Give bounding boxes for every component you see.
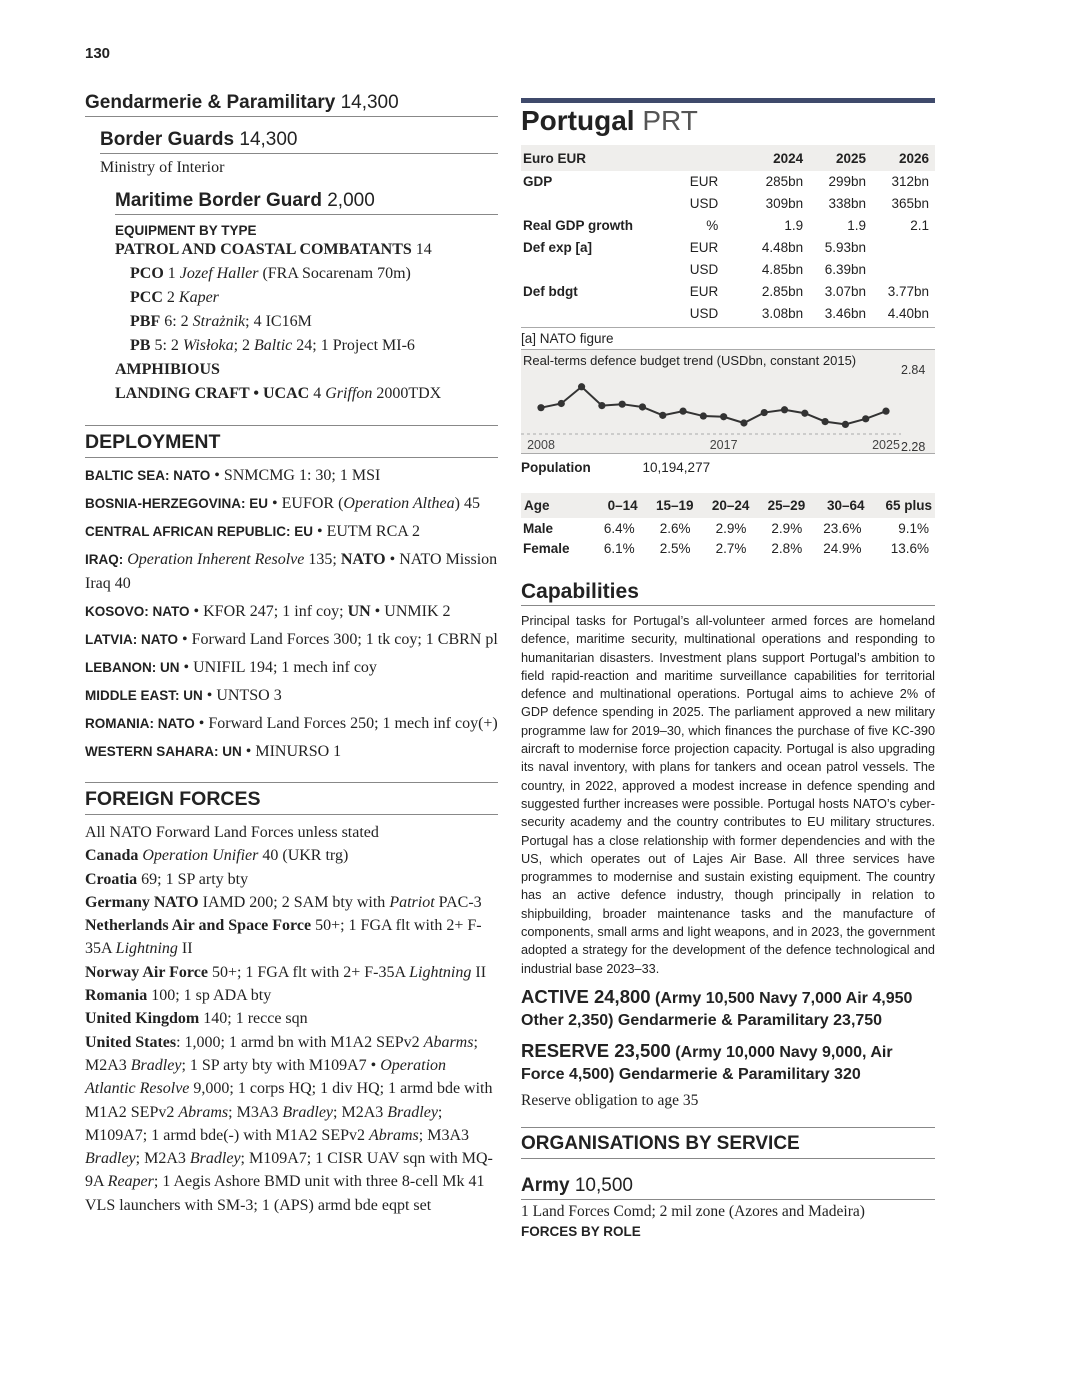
patrol-combatants-line (115, 238, 498, 262)
table-row (521, 237, 935, 259)
text: 6: 2 (160, 313, 193, 330)
cell-value: 2.5% (659, 541, 691, 556)
table-row (521, 538, 935, 558)
text: • UNMIK 2 (370, 603, 451, 620)
deployment-location: IRAQ: (85, 552, 124, 567)
system-name: Bradley (85, 1150, 136, 1168)
text: 100; 1 sp ADA bty (147, 987, 272, 1005)
text: • EUTM RCA 2 (313, 523, 420, 540)
class-name: Baltic (254, 337, 293, 354)
text: 50+; 1 FGA flt with 2+ F-35A (85, 917, 482, 958)
class-name: Kaper (178, 289, 219, 306)
cell-value: 24.9% (823, 541, 862, 556)
text: (FRA Socarenam 70m) (258, 265, 411, 282)
country-code: PRT (642, 105, 698, 136)
row-unit: USD (689, 196, 719, 211)
deployment-location: ROMANIA: NATO (85, 716, 195, 731)
cell-value: 4.48bn (761, 240, 804, 255)
table-footnote: [a] NATO figure (521, 327, 935, 346)
data-point (679, 408, 686, 415)
data-point (862, 415, 869, 422)
country-label: United Kingdom (85, 1010, 200, 1028)
cell-value: 4.85bn (761, 262, 804, 277)
deployment-location: MIDDLE EAST: UN (85, 688, 203, 703)
reserve-strength (521, 1040, 935, 1086)
class-name: Jozef Haller (179, 265, 259, 282)
pco-line (130, 262, 498, 286)
text: ; 1 Aegis Ashore BMD unit with three 8-cell Mk 41 VLS launchers with SM-3; 1 (APS) armd bde eqpt set (85, 1173, 485, 1214)
foreign-item (85, 1007, 498, 1030)
operation-name: Operation Atlantic Resolve (85, 1056, 447, 1098)
cell-value: 285bn (765, 174, 804, 189)
unit-name: Army (521, 1174, 570, 1196)
deployment-item (85, 684, 498, 708)
ministry-text: Ministry of Interior (100, 159, 225, 176)
text: 5: 2 (150, 337, 183, 354)
cell-value: 2.9% (715, 521, 747, 536)
deployment-item (85, 520, 498, 544)
data-point (700, 412, 707, 419)
data-point (842, 421, 849, 428)
deployment-location: LATVIA: NATO (85, 632, 178, 647)
text: 135; (304, 551, 341, 568)
cell-value: 6.1% (603, 541, 635, 556)
unit-strength: 10,500 (574, 1174, 633, 1196)
x-tick-label: 2008 (527, 438, 555, 452)
data-point (740, 419, 747, 426)
cell-value (872, 237, 935, 259)
foreign-item (85, 1031, 498, 1217)
cell-value: 9.1% (898, 521, 929, 536)
class-name: Strażnik (192, 313, 246, 330)
country-label: Norway Air Force (85, 963, 208, 981)
landing-craft-line (115, 382, 498, 406)
unit-strength: 2,000 (327, 190, 375, 211)
text: 2000TDX (372, 385, 442, 402)
column-header: 65 plus (868, 493, 935, 518)
table-row (521, 303, 935, 325)
pb-line (130, 334, 498, 358)
deployment-item (85, 464, 498, 488)
system-name: Patriot (389, 893, 435, 911)
unit-name: Gendarmerie & Paramilitary (85, 92, 336, 113)
country-label: Croatia (85, 870, 138, 888)
right-column (521, 98, 935, 1239)
column-header: 20–24 (697, 493, 753, 518)
cell-value: 6.39bn (824, 262, 867, 277)
active-strength (521, 986, 935, 1032)
active-detail: (Army 10,500 Navy 7,000 Air 4,950 Other 2,350) Gendarmerie & Paramilitary 23,750 (521, 989, 913, 1029)
country-label: Netherlands Air and Space Force (85, 917, 312, 935)
org-label: UN (347, 603, 371, 620)
row-label (521, 303, 672, 325)
org-label: NATO (340, 551, 386, 568)
deployment-item (85, 712, 498, 736)
cell-value: 2.7% (715, 541, 747, 556)
text: IAMD 200; 2 SAM bty with (198, 893, 390, 911)
text: 69; 1 SP arty bty (137, 870, 249, 888)
text: 50+; 1 FGA flt with 2+ F-35A (207, 963, 410, 981)
text: 2 (162, 289, 179, 306)
cell-value: 365bn (891, 196, 929, 211)
text: ; M109A7; 1 CISR UAV sqn with MQ-9A (85, 1150, 493, 1191)
capabilities-heading: Capabilities (521, 580, 935, 606)
data-point (537, 404, 544, 411)
country-label: Romania (85, 987, 148, 1005)
deployment-item (85, 492, 498, 516)
unit-strength: 14,300 (239, 129, 298, 150)
series-line (541, 387, 886, 425)
y-tick-label: 2.84 (901, 363, 926, 377)
system-name: Abarms (423, 1033, 474, 1051)
table-row (521, 259, 935, 281)
column-header: 25–29 (752, 493, 808, 518)
data-point (822, 418, 829, 425)
text: II (177, 940, 193, 958)
deployment-item (85, 628, 498, 652)
table-row (521, 518, 935, 538)
reserve-head: RESERVE 23,500 (521, 1039, 671, 1061)
text: : 1,000; 1 armd bn with M1A2 SEPv2 (176, 1033, 424, 1051)
page-number: 130 (85, 45, 111, 62)
text: 4 (309, 385, 326, 402)
row-label (521, 193, 672, 215)
type-code: PCC (130, 289, 163, 306)
age-table (521, 493, 935, 558)
text: 9,000; 1 corps HQ; 1 div HQ; 1 armd bde with M1A2 SEPv2 (85, 1080, 493, 1121)
text: • SNMCMG 1: 30; 1 MSI (210, 467, 381, 484)
unit-name: Maritime Border Guard (115, 190, 322, 211)
cell-value: 2.6% (659, 521, 691, 536)
foreign-forces-heading: FOREIGN FORCES (85, 782, 498, 815)
data-point (558, 400, 565, 407)
cell-value: 2.8% (771, 541, 803, 556)
equipment-heading: EQUIPMENT BY TYPE (115, 223, 257, 238)
text: • KFOR 247; 1 inf coy; (189, 603, 348, 620)
data-point (781, 406, 788, 413)
category-count: 14 (415, 241, 432, 258)
text: • EUFOR ( (268, 495, 344, 512)
type-code: LANDING CRAFT • UCAC (115, 385, 310, 402)
x-tick-label: 2025 (872, 438, 900, 452)
gendarmerie-heading (85, 92, 498, 117)
data-point (639, 403, 646, 410)
data-point (720, 413, 727, 420)
system-name: Abrams (368, 1126, 419, 1144)
text: • MINURSO 1 (241, 743, 342, 760)
country-name: Portugal (521, 105, 635, 136)
foreign-item (85, 868, 498, 891)
forces-by-role-heading: FORCES BY ROLE (521, 1223, 641, 1239)
population-label: Population (521, 460, 591, 475)
table-row (521, 281, 935, 303)
text: ; M2A3 (333, 1103, 388, 1121)
text: ) 45 (454, 495, 480, 512)
system-name: Lightning (409, 963, 472, 981)
text: • UNIFIL 194; 1 mech inf coy (179, 659, 377, 676)
border-guards-heading (100, 129, 498, 154)
deployment-list (85, 464, 498, 764)
year-header: 2025 (809, 145, 872, 171)
cell-value: 309bn (765, 196, 804, 211)
deployment-location: WESTERN SAHARA: UN (85, 744, 242, 759)
year-header: 2024 (746, 145, 809, 171)
cell-value: 3.46bn (824, 306, 867, 321)
economic-header-row (521, 145, 935, 171)
deployment-location: BOSNIA-HERZEGOVINA: EU (85, 496, 269, 511)
age-header-row (521, 493, 935, 518)
active-head: ACTIVE 24,800 (521, 985, 651, 1007)
text: PAC-3 (434, 893, 482, 911)
column-header: 30–64 (808, 493, 867, 518)
organisations-heading: ORGANISATIONS BY SERVICE (521, 1127, 935, 1159)
row-unit: EUR (689, 240, 719, 255)
chart-title: Real-terms defence budget trend (USDbn, constant 2015) (523, 353, 857, 368)
deployment-item (85, 740, 498, 764)
left-column (85, 92, 498, 1217)
x-tick-label: 2017 (709, 438, 738, 452)
row-unit: EUR (689, 284, 719, 299)
data-point (659, 412, 666, 419)
pcc-line (130, 286, 498, 310)
operation-name: Operation Unifier (142, 847, 259, 865)
text: ; 4 IC16M (245, 313, 312, 330)
cell-value: 6.4% (603, 521, 635, 536)
cell-value: 23.6% (823, 521, 862, 536)
text: • NATO Mission Iraq 40 (85, 551, 498, 592)
cell-value: 299bn (828, 174, 867, 189)
column-header: Age (521, 493, 591, 518)
economic-table (521, 145, 935, 325)
data-point (882, 408, 889, 415)
foreign-item (85, 961, 498, 984)
type-code: PBF (130, 313, 161, 330)
cell-value: 13.6% (890, 541, 929, 556)
text: ; M109A7; 1 armd bde(-) with M1A2 SEPv2 (85, 1103, 443, 1144)
type-code: PB (130, 337, 151, 354)
system-name: Abrams (178, 1103, 229, 1121)
cell-value: 3.07bn (824, 284, 867, 299)
cell-value (872, 259, 935, 281)
text: ; 2 (233, 337, 255, 354)
text: 40 (UKR trg) (258, 847, 349, 865)
maritime-border-guard-heading (115, 190, 498, 215)
deployment-item (85, 548, 498, 596)
amphibious-heading (115, 358, 498, 382)
foreign-intro: All NATO Forward Land Forces unless stated (85, 824, 379, 841)
text: • UNTSO 3 (202, 687, 282, 704)
row-unit: % (706, 218, 719, 233)
row-unit: USD (689, 262, 719, 277)
row-label: Male (523, 521, 554, 536)
capabilities-text: Principal tasks for Portugal’s all-volunteer armed forces are homeland defence, maritime security, multinational operations and responding to humanitarian disasters. Investment plans support Portugal’s ambition to field rapid-reaction and maritime surveillance capabilities for territorial defence and multinational operations. Portugal aims to achieve 2% of GDP defence spending in 2025. The parliament approved a new military programme law for 2019–30, which finances the purchase of five KC-390 aircraft to modernise force projection capacity. Portugal is also upgrading its naval inventory, with plans for tankers and ocean patrol vessels. The country, in 2022, approved a modest increase in defence spending and suggested further increases were possible. Portugal hosts NATO’s cyber-security academy and the country contributes to EU military structures. Portugal has a close relationship with former dependencies and with the US, which operates out of Lajes Air Base. All three services have programmes to modernise and sustain existing equipment. The country has an active defence industry, though principally in relation to shipbuilding, broader maintenance tasks and the manufacture of components, small arms and light weapons, and in 2023, the government adopted a strategy for the development of the defence technological and industrial base 2023–33. (521, 614, 935, 976)
category-label: PATROL AND COASTAL COMBATANTS (115, 241, 412, 258)
country-title (521, 98, 935, 137)
type-code: PCO (130, 265, 164, 282)
operation-name: Operation Inherent Resolve (127, 551, 305, 568)
country-label: Germany NATO (85, 893, 199, 911)
cell-value: 3.77bn (887, 284, 929, 299)
budget-trend-chart (521, 349, 935, 454)
text: ; M2A3 (85, 1033, 478, 1074)
class-name: Griffon (325, 385, 373, 402)
text: • Forward Land Forces 300; 1 tk coy; 1 CBRN pl (178, 631, 498, 648)
row-label: Female (523, 541, 570, 556)
row-label (521, 259, 672, 281)
text: 140; 1 recce sqn (199, 1010, 308, 1028)
column-header: 15–19 (641, 493, 697, 518)
population-value: 10,194,277 (642, 460, 711, 475)
text: ; 1 SP arty bty with M109A7 • (181, 1056, 381, 1074)
data-point (801, 410, 808, 417)
deployment-item (85, 600, 498, 624)
text: II (471, 963, 487, 981)
row-label: Def exp [a] (523, 240, 593, 255)
country-label: Canada (85, 847, 139, 865)
deployment-location: KOSOVO: NATO (85, 604, 190, 619)
text: ; M3A3 (228, 1103, 283, 1121)
row-label: Real GDP growth (523, 218, 634, 233)
army-heading (521, 1175, 935, 1200)
class-name: Wisłoka (182, 337, 234, 354)
foreign-item (85, 891, 498, 914)
data-point (761, 409, 768, 416)
text: 24; 1 Project MI-6 (292, 337, 415, 354)
row-label: GDP (523, 174, 553, 189)
data-point (619, 401, 626, 408)
cell-value: 2.9% (771, 521, 803, 536)
cell-value: 2.1 (910, 218, 929, 233)
unit-name: Border Guards (100, 129, 235, 150)
cell-value: 4.40bn (887, 306, 929, 321)
cell-value: 338bn (828, 196, 867, 211)
deployment-location: BALTIC SEA: NATO (85, 468, 211, 483)
operation-name: Operation Althea (343, 495, 455, 512)
population-row (521, 460, 935, 475)
foreign-item (85, 844, 498, 867)
foreign-item (85, 914, 498, 961)
foreign-forces-list (85, 821, 498, 1217)
category-label: AMPHIBIOUS (115, 361, 220, 378)
deployment-item (85, 656, 498, 680)
text: • Forward Land Forces 250; 1 mech inf coy(+) (194, 715, 498, 732)
data-point (598, 402, 605, 409)
foreign-item (85, 984, 498, 1007)
country-label: United States (85, 1033, 177, 1051)
system-name: Bradley (130, 1056, 182, 1074)
row-unit: USD (689, 306, 719, 321)
system-name: Bradley (282, 1103, 334, 1121)
row-label: Def bdgt (523, 284, 578, 299)
system-name: Bradley (387, 1103, 438, 1121)
unit-strength: 14,300 (340, 92, 399, 113)
system-name: Lightning (115, 940, 178, 958)
y-tick-label: 2.28 (901, 440, 926, 454)
data-point (578, 383, 585, 390)
row-unit: EUR (689, 174, 719, 189)
column-header: 0–14 (591, 493, 641, 518)
cell-value: 1.9 (847, 218, 867, 233)
reserve-detail: (Army 10,000 Navy 9,000, Air Force 4,500) Gendarmerie & Paramilitary 320 (521, 1043, 893, 1083)
system-name: Reaper (107, 1173, 154, 1191)
reserve-note: Reserve obligation to age 35 (521, 1091, 699, 1109)
table-row (521, 215, 935, 237)
system-name: Bradley (189, 1150, 241, 1168)
currency-header: Euro EUR (521, 145, 746, 171)
deployment-heading: DEPLOYMENT (85, 425, 498, 458)
pbf-line (130, 310, 498, 334)
text: ; M3A3 (418, 1126, 469, 1144)
cell-value: 3.08bn (761, 306, 804, 321)
table-row (521, 171, 935, 193)
army-text: 1 Land Forces Comd; 2 mil zone (Azores and Madeira) (521, 1202, 865, 1220)
deployment-location: LEBANON: UN (85, 660, 180, 675)
year-header: 2026 (872, 145, 935, 171)
deployment-location: CENTRAL AFRICAN REPUBLIC: EU (85, 524, 313, 539)
text: 1 (163, 265, 180, 282)
cell-value: 2.85bn (761, 284, 804, 299)
text: ; M2A3 (135, 1150, 190, 1168)
trend-plot (521, 363, 935, 454)
cell-value: 1.9 (784, 218, 804, 233)
cell-value: 312bn (891, 174, 929, 189)
table-row (521, 193, 935, 215)
cell-value: 5.93bn (824, 240, 867, 255)
